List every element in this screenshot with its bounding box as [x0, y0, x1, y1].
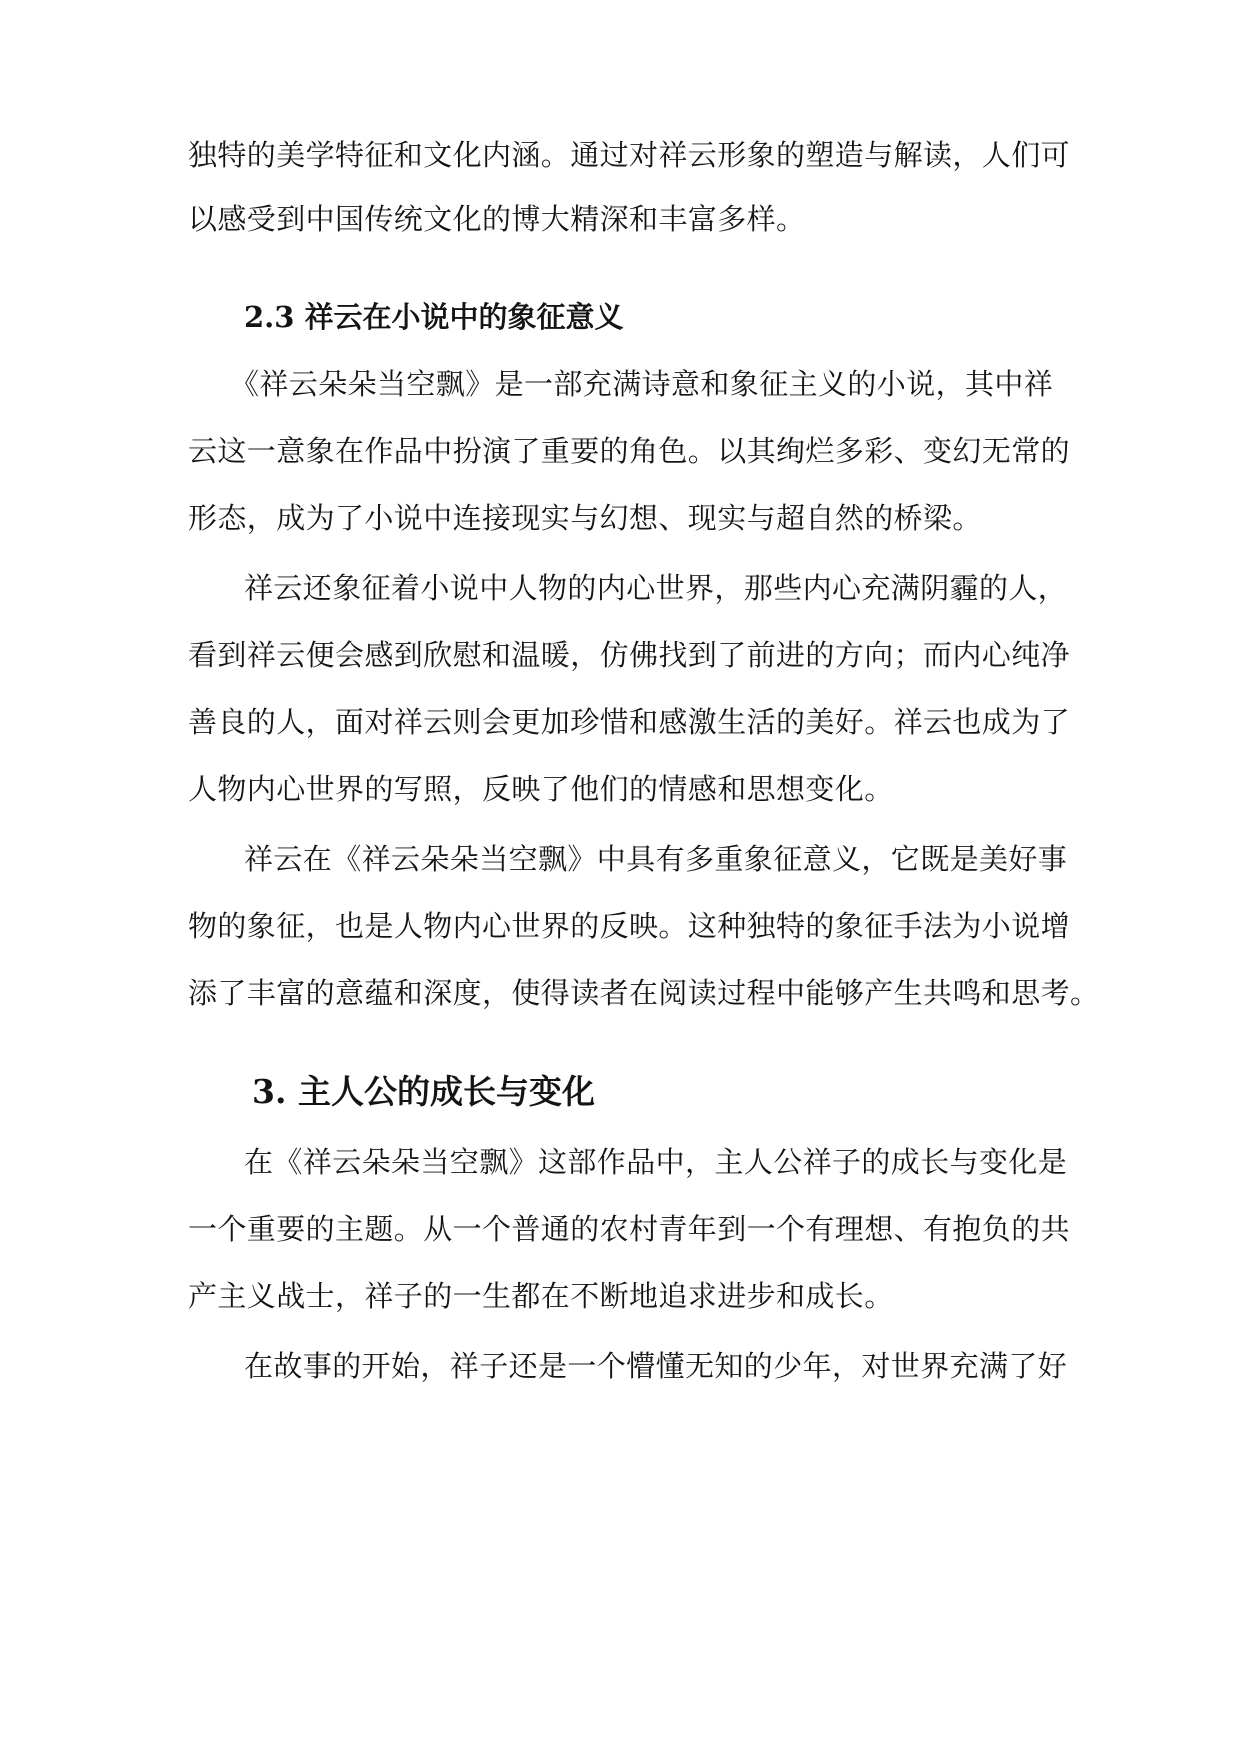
paragraph-line: 添了丰富的意蕴和深度，使得读者在阅读过程中能够产生共鸣和思考。 — [188, 976, 1100, 1010]
paragraph-line: 在故事的开始，祥子还是一个懵懂无知的少年，对世界充满了好 — [244, 1349, 1068, 1383]
paragraph-line: 产主义战士，祥子的一生都在不断地追求进步和成长。 — [188, 1279, 894, 1313]
section-heading-3: 3. 主人公的成长与变化 — [252, 1072, 595, 1111]
paragraph-line: 《祥云朵朵当空飘》是一部充满诗意和象征主义的小说，其中祥 — [230, 367, 1054, 401]
paragraph-line: 在《祥云朵朵当空飘》这部作品中，主人公祥子的成长与变化是 — [244, 1145, 1068, 1179]
paragraph-line: 物的象征，也是人物内心世界的反映。这种独特的象征手法为小说增 — [188, 909, 1071, 943]
paragraph-line: 看到祥云便会感到欣慰和温暖，仿佛找到了前进的方向；而内心纯净 — [188, 638, 1071, 672]
paragraph-line: 祥云在《祥云朵朵当空飘》中具有多重象征意义，它既是美好事 — [244, 842, 1068, 876]
body-line: 以感受到中国传统文化的博大精深和丰富多样。 — [188, 202, 806, 236]
paragraph-line: 云这一意象在作品中扮演了重要的角色。以其绚烂多彩、变幻无常的 — [188, 434, 1071, 468]
section-heading-2-3: 2.3 祥云在小说中的象征意义 — [244, 300, 624, 334]
paragraph-line: 形态，成为了小说中连接现实与幻想、现实与超自然的桥梁。 — [188, 501, 982, 535]
body-line: 独特的美学特征和文化内涵。通过对祥云形象的塑造与解读，人们可 — [188, 138, 1071, 172]
paragraph-line: 一个重要的主题。从一个普通的农村青年到一个有理想、有抱负的共 — [188, 1212, 1071, 1246]
paragraph-line: 祥云还象征着小说中人物的内心世界，那些内心充满阴霾的人， — [244, 571, 1068, 605]
paragraph-line: 人物内心世界的写照，反映了他们的情感和思想变化。 — [188, 772, 894, 806]
paragraph-line: 善良的人，面对祥云则会更加珍惜和感激生活的美好。祥云也成为了 — [188, 705, 1071, 739]
